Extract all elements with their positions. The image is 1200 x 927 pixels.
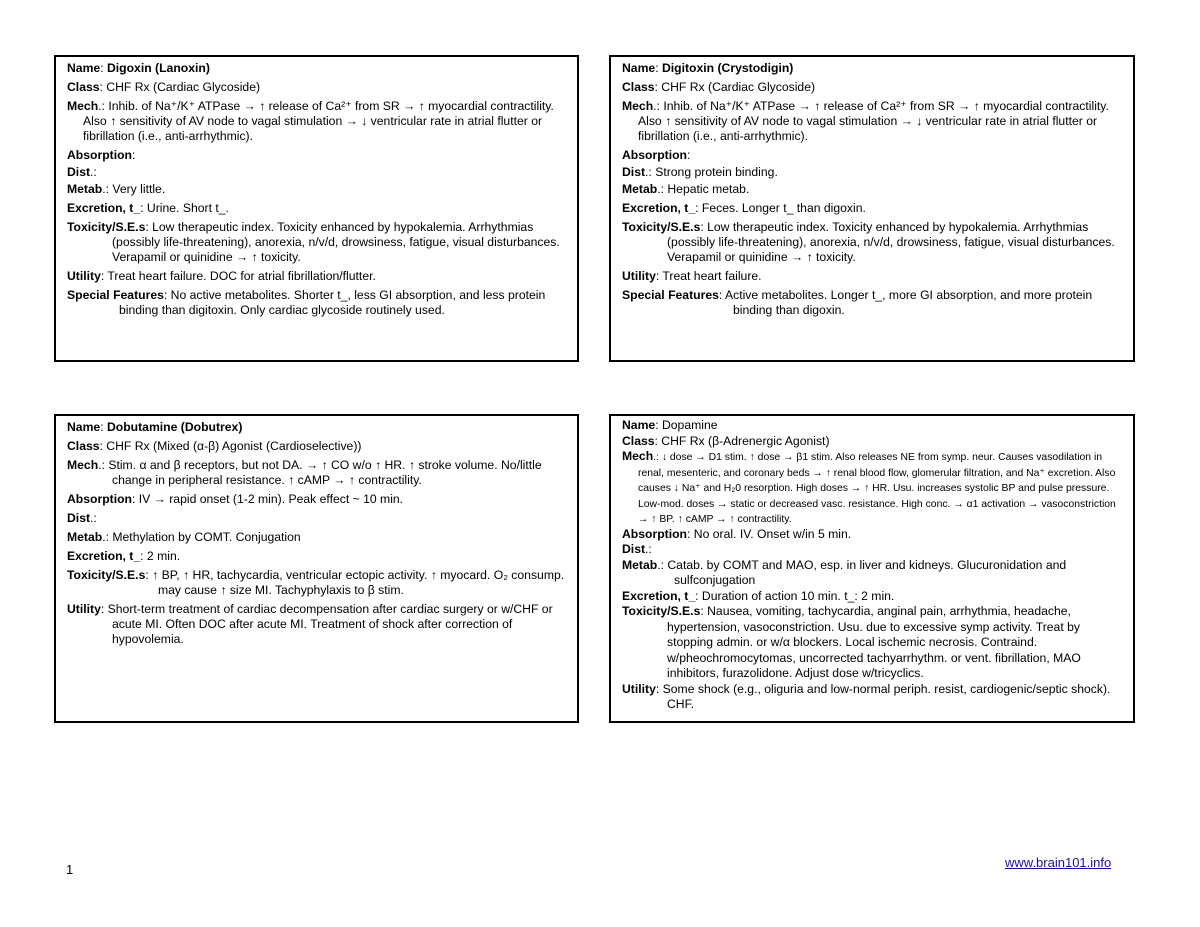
card-toxicity: Toxicity/S.E.s: Low therapeutic index. Toxicity enhanced by hypokalemia. Arrhythmias (possibly life-threatening), anorexia, n/v/d, drowsiness, fatigue, visual disturbances. Verapamil or quinidine → ↑ toxicity. bbox=[622, 220, 1115, 264]
card-dist: Dist.: bbox=[67, 165, 97, 179]
card-mech: Mech.: Inhib. of Na⁺/K⁺ ATPase → ↑ release of Ca²⁺ from SR → ↑ myocardial contractility. Also ↑ sensitivity of AV node to vagal stimulation → ↓ ventricular rate in atrial flutter or fibrillation (i.e., anti-arrhythmic). bbox=[622, 99, 1109, 143]
card-name: Name: Dobutamine (Dobutrex) bbox=[67, 420, 243, 434]
card-class: Class: CHF Rx (Cardiac Glycoside) bbox=[67, 80, 261, 94]
card-utility: Utility: Short-term treatment of cardiac decompensation after cardiac surgery or w/CHF or acute MI. Often DOC after acute MI. Treatment of shock after correction of hypovolemia. bbox=[67, 602, 553, 646]
drug-card-digoxin bbox=[54, 55, 579, 362]
card-metab: Metab.: Hepatic metab. bbox=[622, 182, 750, 196]
card-class: Class: CHF Rx (Cardiac Glycoside) bbox=[622, 80, 816, 94]
card-mech: Mech.: Inhib. of Na⁺/K⁺ ATPase → ↑ release of Ca²⁺ from SR → ↑ myocardial contractility. Also ↑ sensitivity of AV node to vagal stimulation → ↓ ventricular rate in atrial flutter or fibrillation (i.e., anti-arrhythmic). bbox=[67, 99, 554, 143]
card-mech: Mech.: ↓ dose → D1 stim. ↑ dose → β1 stim. Also releases NE from symp. neur. Causes vasodilation in renal, mesenteric, and coronary beds → ↑ renal blood flow, glomerular filtration, and Na⁺ excretion. Also causes ↓ Na⁺ and H₂0 resorption. High doses → ↑ HR. Usu. increases systolic BP and pulse pressure. Low-mod. doses → static or decreased vasc. resistance. High conc. → α1 activation → vasoconstriction → ↑ BP. ↑ cAMP → ↑ contractility. bbox=[622, 449, 1116, 525]
card-dist: Dist.: Strong protein binding. bbox=[622, 165, 778, 179]
card-utility: Utility: Treat heart failure. DOC for atrial fibrillation/flutter. bbox=[67, 269, 376, 283]
card-absorption: Absorption: No oral. IV. Onset w/in 5 min. bbox=[622, 526, 852, 541]
card-toxicity: Toxicity/S.E.s: Low therapeutic index. Toxicity enhanced by hypokalemia. Arrhythmias (possibly life-threatening), anorexia, n/v/d, drowsiness, fatigue, visual disturbances. Verapamil or quinidine → ↑ toxicity. bbox=[67, 220, 560, 264]
card-name: Name: Dopamine bbox=[622, 418, 718, 432]
drug-card-dopamine bbox=[609, 414, 1135, 723]
website-link[interactable]: www.brain101.info bbox=[1005, 855, 1112, 870]
card-special-features: Special Features: Active metabolites. Longer t_, more GI absorption, and more protein binding than digoxin. bbox=[622, 288, 1093, 317]
card-excretion: Excretion, t_: 2 min. bbox=[67, 549, 181, 563]
card-utility: Utility: Treat heart failure. bbox=[622, 269, 762, 283]
card-excretion: Excretion, t_: Duration of action 10 min. t_: 2 min. bbox=[622, 588, 895, 603]
card-absorption: Absorption: bbox=[67, 148, 136, 162]
card-metab: Metab.: Methylation by COMT. Conjugation bbox=[67, 530, 301, 544]
card-name: Name: Digoxin (Lanoxin) bbox=[67, 61, 210, 75]
card-class: Class: CHF Rx (Mixed (α-β) Agonist (Cardioselective)) bbox=[67, 439, 362, 453]
card-class: Class: CHF Rx (β-Adrenergic Agonist) bbox=[622, 433, 830, 448]
card-dist: Dist.: bbox=[67, 511, 97, 525]
card-absorption: Absorption: IV → rapid onset (1-2 min). Peak effect ~ 10 min. bbox=[67, 492, 404, 506]
card-dist: Dist.: bbox=[622, 542, 652, 556]
card-name: Name: Digitoxin (Crystodigin) bbox=[622, 61, 794, 75]
card-metab: Metab.: Catab. by COMT and MAO, esp. in liver and kidneys. Glucuronidation and sulfconjugation bbox=[622, 557, 1067, 587]
card-excretion: Excretion, t_: Urine. Short t_. bbox=[67, 201, 229, 215]
drug-card-dobutamine bbox=[54, 414, 579, 723]
card-absorption: Absorption: bbox=[622, 148, 691, 162]
page-number: 1 bbox=[66, 862, 74, 877]
card-mech: Mech.: Stim. α and β receptors, but not DA. → ↑ CO w/o ↑ HR. ↑ stroke volume. No/little change in peripheral resistance. ↑ cAMP → ↑ contractility. bbox=[67, 458, 542, 487]
card-excretion: Excretion, t_: Feces. Longer t_ than digoxin. bbox=[622, 201, 866, 215]
card-toxicity: Toxicity/S.E.s: Nausea, vomiting, tachycardia, anginal pain, arrhythmia, headache, hypertension, vasoconstriction. Usu. due to excessive symp activity. Treat by stopping admin. or w/α blockers. Local ischemic necrosis. Contraind. w/pheochromocytomas, uncorrected tachyarrhythm. or vent. fibrillation, MAO inhibitors, furazolidone. Adjust dose w/tricyclics. bbox=[622, 604, 1081, 680]
drug-card-digitoxin bbox=[609, 55, 1135, 362]
card-toxicity: Toxicity/S.E.s: ↑ BP, ↑ HR, tachycardia, ventricular ectopic activity. ↑ myocard. O₂ consump. may cause ↑ size MI. Tachyphylaxis to β stim. bbox=[67, 568, 565, 597]
card-metab: Metab.: Very little. bbox=[67, 182, 166, 196]
card-utility: Utility: Some shock (e.g., oliguria and low-normal periph. resist, cardiogenic/septic shock). CHF. bbox=[622, 681, 1111, 711]
card-special-features: Special Features: No active metabolites. Shorter t_, less GI absorption, and less protein binding than digitoxin. Only cardiac glycoside routinely used. bbox=[67, 288, 546, 317]
